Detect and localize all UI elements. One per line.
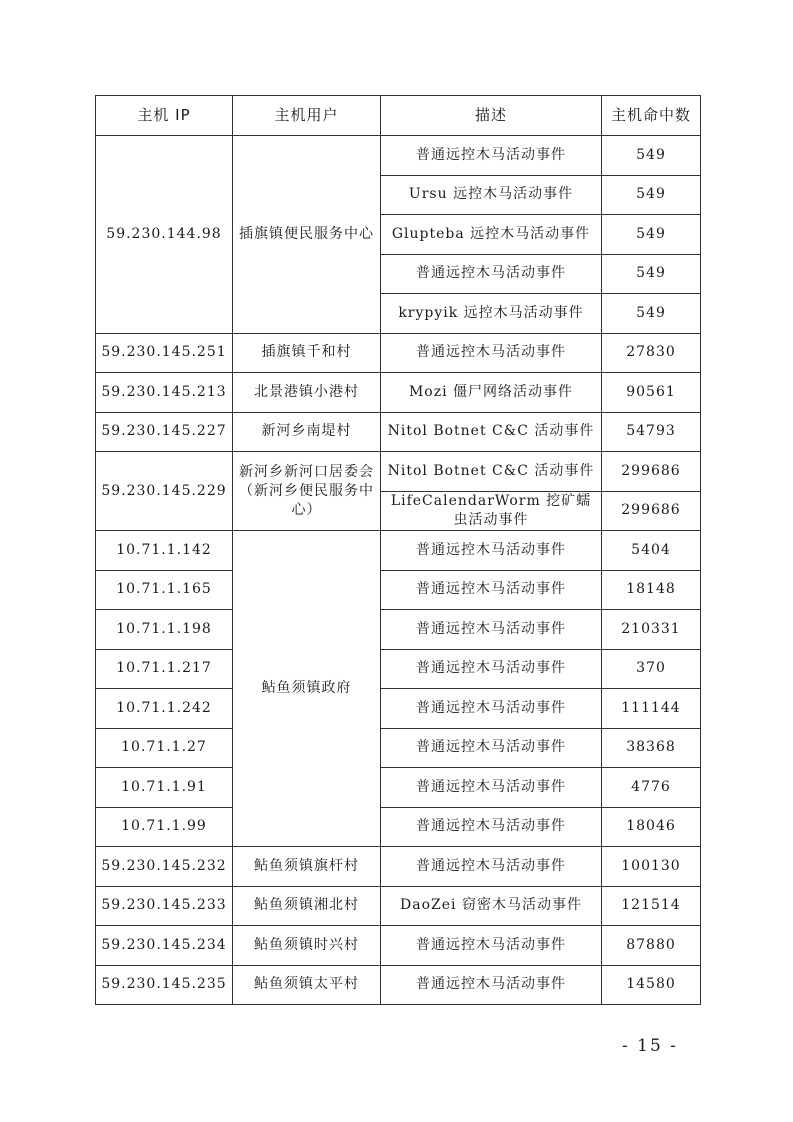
table-row — [96, 847, 701, 887]
table-row — [96, 333, 701, 373]
host-ip-cell: 10.71.1.242 — [96, 689, 233, 729]
description-cell: 普通远控木马活动事件 — [381, 926, 602, 966]
host-ip-cell: 10.71.1.99 — [96, 807, 233, 847]
table-row — [96, 570, 701, 610]
hit-count-cell: 14580 — [602, 965, 701, 1005]
host-user-cell: 鲇鱼须镇时兴村 — [233, 926, 381, 966]
host-ip-cell: 59.230.145.232 — [96, 847, 233, 887]
table-row — [96, 610, 701, 650]
hit-count-cell: 121514 — [602, 886, 701, 926]
hit-count-cell: 111144 — [602, 689, 701, 729]
host-ip-cell: 10.71.1.198 — [96, 610, 233, 650]
table-row — [96, 807, 701, 847]
hit-count-cell: 549 — [602, 215, 701, 255]
host-user-cell: 鲇鱼须镇太平村 — [233, 965, 381, 1005]
table-row — [96, 728, 701, 768]
host-ip-cell: 59.230.144.98 — [96, 136, 233, 334]
host-user-cell: 北景港镇小港村 — [233, 373, 381, 413]
description-cell: 普通远控木马活动事件 — [381, 570, 602, 610]
host-ip-cell: 10.71.1.165 — [96, 570, 233, 610]
hit-count-cell: 87880 — [602, 926, 701, 966]
hit-count-cell: 299686 — [602, 452, 701, 492]
host-user-cell: 鲇鱼须镇政府 — [233, 531, 381, 847]
table-row — [96, 886, 701, 926]
hit-count-cell: 54793 — [602, 412, 701, 452]
host-ip-cell: 59.230.145.227 — [96, 412, 233, 452]
description-cell: LifeCalendarWorm 挖矿蠕虫活动事件 — [381, 491, 602, 531]
description-cell: DaoZei 窃密木马活动事件 — [381, 886, 602, 926]
host-ip-cell: 10.71.1.142 — [96, 531, 233, 571]
hit-count-cell: 4776 — [602, 768, 701, 808]
description-cell: 普通远控木马活动事件 — [381, 847, 602, 887]
table-row — [96, 768, 701, 808]
header-host-ip: 主机 IP — [96, 96, 233, 136]
header-description: 描述 — [381, 96, 602, 136]
description-cell: 普通远控木马活动事件 — [381, 333, 602, 373]
description-cell: 普通远控木马活动事件 — [381, 689, 602, 729]
table-row — [96, 373, 701, 413]
hit-count-cell: 370 — [602, 649, 701, 689]
table-row — [96, 412, 701, 452]
table-row — [96, 136, 701, 176]
host-user-cell: 新河乡南堤村 — [233, 412, 381, 452]
table-body — [96, 136, 701, 1005]
host-ip-cell: 59.230.145.235 — [96, 965, 233, 1005]
table-row — [96, 531, 701, 571]
header-hit-count: 主机命中数 — [602, 96, 701, 136]
description-cell: 普通远控木马活动事件 — [381, 136, 602, 176]
hit-count-cell: 549 — [602, 254, 701, 294]
hit-count-cell: 27830 — [602, 333, 701, 373]
host-hits-table — [95, 95, 701, 1005]
table-row — [96, 689, 701, 729]
host-ip-cell: 10.71.1.217 — [96, 649, 233, 689]
host-user-cell: 插旗镇千和村 — [233, 333, 381, 373]
hit-count-cell: 549 — [602, 136, 701, 176]
description-cell: 普通远控木马活动事件 — [381, 965, 602, 1005]
host-user-cell: 插旗镇便民服务中心 — [233, 136, 381, 334]
host-ip-cell: 59.230.145.234 — [96, 926, 233, 966]
host-user-cell: 新河乡新河口居委会（新河乡便民服务中心） — [233, 452, 381, 531]
description-cell: krypyik 远控木马活动事件 — [381, 294, 602, 334]
host-ip-cell: 10.71.1.91 — [96, 768, 233, 808]
description-cell: Nitol Botnet C&C 活动事件 — [381, 452, 602, 492]
host-ip-cell: 10.71.1.27 — [96, 728, 233, 768]
description-cell: Nitol Botnet C&C 活动事件 — [381, 412, 602, 452]
description-cell: 普通远控木马活动事件 — [381, 728, 602, 768]
hit-count-cell: 38368 — [602, 728, 701, 768]
host-ip-cell: 59.230.145.251 — [96, 333, 233, 373]
host-ip-cell: 59.230.145.229 — [96, 452, 233, 531]
table-row — [96, 965, 701, 1005]
description-cell: 普通远控木马活动事件 — [381, 768, 602, 808]
hit-count-cell: 5404 — [602, 531, 701, 571]
table-header-row — [96, 96, 701, 136]
table-row — [96, 452, 701, 492]
description-cell: Ursu 远控木马活动事件 — [381, 175, 602, 215]
host-ip-cell: 59.230.145.213 — [96, 373, 233, 413]
hit-count-cell: 549 — [602, 294, 701, 334]
hit-count-cell: 210331 — [602, 610, 701, 650]
host-user-cell: 鲇鱼须镇湘北村 — [233, 886, 381, 926]
host-user-cell: 鲇鱼须镇旗杆村 — [233, 847, 381, 887]
description-cell: Mozi 僵尸网络活动事件 — [381, 373, 602, 413]
hit-count-cell: 18148 — [602, 570, 701, 610]
page-number: - 15 - — [622, 1036, 678, 1056]
hit-count-cell: 18046 — [602, 807, 701, 847]
description-cell: 普通远控木马活动事件 — [381, 531, 602, 571]
host-ip-cell: 59.230.145.233 — [96, 886, 233, 926]
table-row — [96, 926, 701, 966]
description-cell: 普通远控木马活动事件 — [381, 807, 602, 847]
hit-count-cell: 100130 — [602, 847, 701, 887]
description-cell: Glupteba 远控木马活动事件 — [381, 215, 602, 255]
header-host-user: 主机用户 — [233, 96, 381, 136]
description-cell: 普通远控木马活动事件 — [381, 254, 602, 294]
table-row — [96, 649, 701, 689]
hit-count-cell: 549 — [602, 175, 701, 215]
hit-count-cell: 90561 — [602, 373, 701, 413]
description-cell: 普通远控木马活动事件 — [381, 649, 602, 689]
hit-count-cell: 299686 — [602, 491, 701, 531]
description-cell: 普通远控木马活动事件 — [381, 610, 602, 650]
